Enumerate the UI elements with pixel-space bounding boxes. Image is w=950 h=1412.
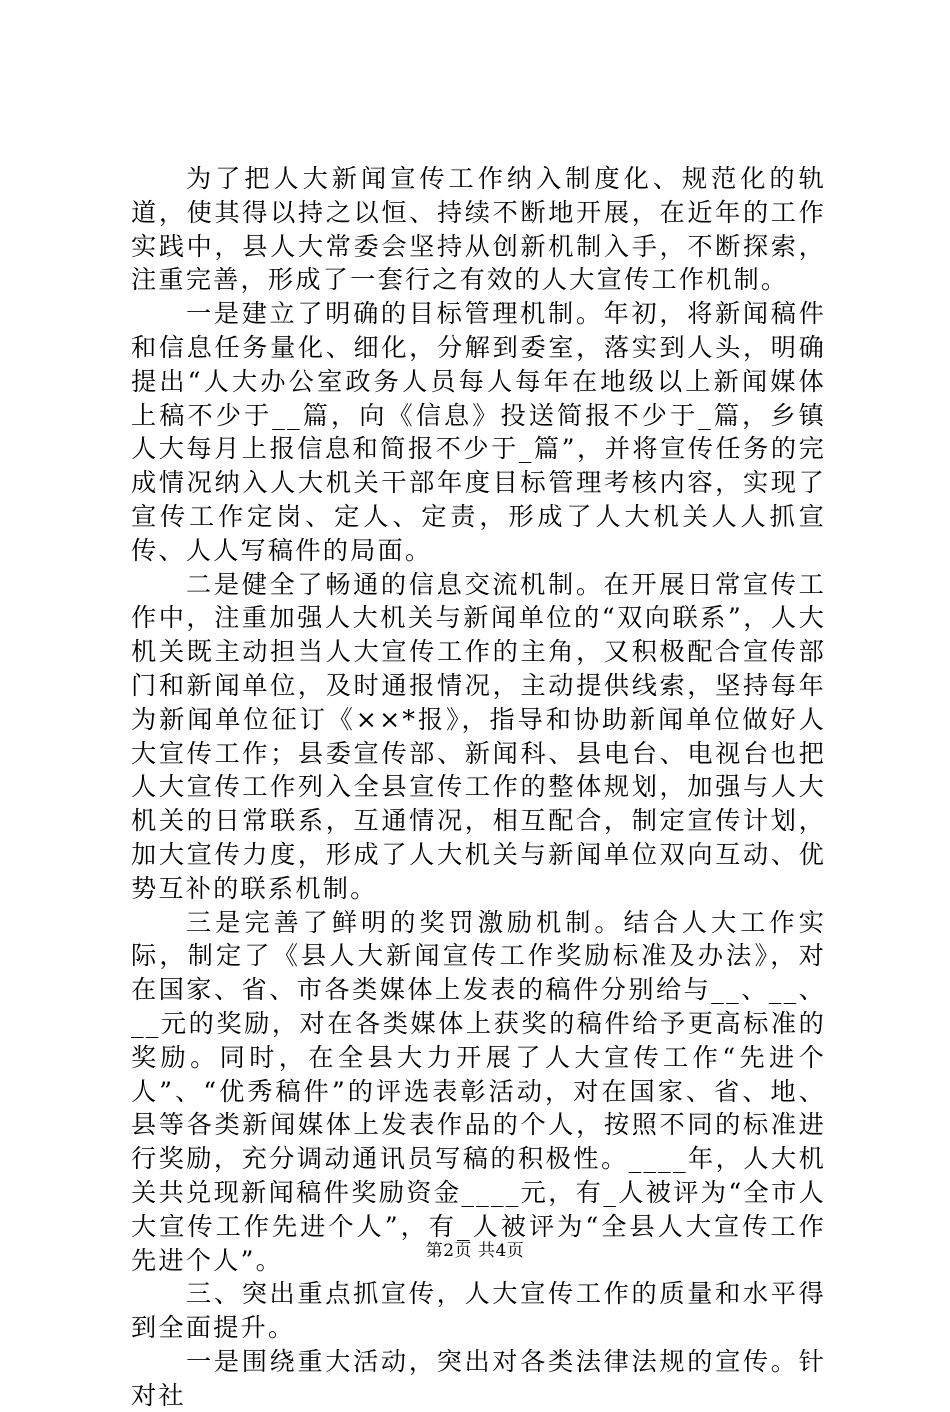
paragraph: 二是健全了畅通的信息交流机制。在开展日常宣传工作中，注重加强人大机关与新闻单位的“双向联系”，人大机关既主动担当人大宣传工作的主角，又积极配合宣传部门和新闻单位，及时通报情况，主动提供线索，坚持每年为新闻单位征订《××*报》，指导和协助新闻单位做好人大宣传工作；县委宣传部、新闻科、县电台、电视台也把人大宣传工作列入全县宣传工作的整体规划，加强与人大机关的日常联系，互通情况，相互配合，制定宣传计划，加大宣传力度，形成了人大机关与新闻单位双向互动、优势互补的联系机制。 <box>131 569 827 903</box>
paragraph: 一是围绕重大活动，突出对各类法律法规的宣传。针对社 <box>131 1346 826 1410</box>
paragraph: 三是完善了鲜明的奖罚激励机制。结合人大工作实际，制定了《县人大新闻宣传工作奖励标准及办法》，对在国家、省、市各类媒体上发表的稿件分别给与__、__、__元的奖励，对在各类媒体上获奖的稿件给予更高标准的奖励。同时，在全县大力开展了人大宣传工作“先进个人”、“优秀稿件”的评选表彰活动，对在国家、省、地、县等各类新闻媒体上发表作品的个人，按照不同的标准进行奖励，充分调动通讯员写稿的积极性。____年，人大机关共兑现新闻稿件奖励资金____元，有_人被评为“全市人大宣传工作先进个人”，有_人被评为“全县人大宣传工作先进个人”。 <box>131 907 826 1275</box>
paragraph: 为了把人大新闻宣传工作纳入制度化、规范化的轨道，使其得以持之以恒、持续不断地开展，在近年的工作实践中，县人大常委会坚持从创新机制入手，不断探索，注重完善，形成了一套行之有效的人大宣传工作机制。 <box>131 164 826 295</box>
section-heading: 三、突出重点抓宣传，人大宣传工作的质量和水平得到全面提升。 <box>131 1279 826 1343</box>
paragraph: 一是建立了明确的目标管理机制。年初，将新闻稿件和信息任务量化、细化，分解到委室，落实到人头，明确提出“人大办公室政务人员每人每年在地级以上新闻媒体上稿不少于__篇，向《信息》投送简报不少于_篇，乡镇人大每月上报信息和简报不少于_篇”，并将宣传任务的完成情况纳入人大机关干部年度目标管理考核内容，实现了宣传工作定岗、定人、定责，形成了人大机关人人抓宣传、人人写稿件的局面。 <box>131 299 826 565</box>
document-body <box>131 162 826 1412</box>
page-footer: 第2页 共4页 <box>425 1241 525 1261</box>
